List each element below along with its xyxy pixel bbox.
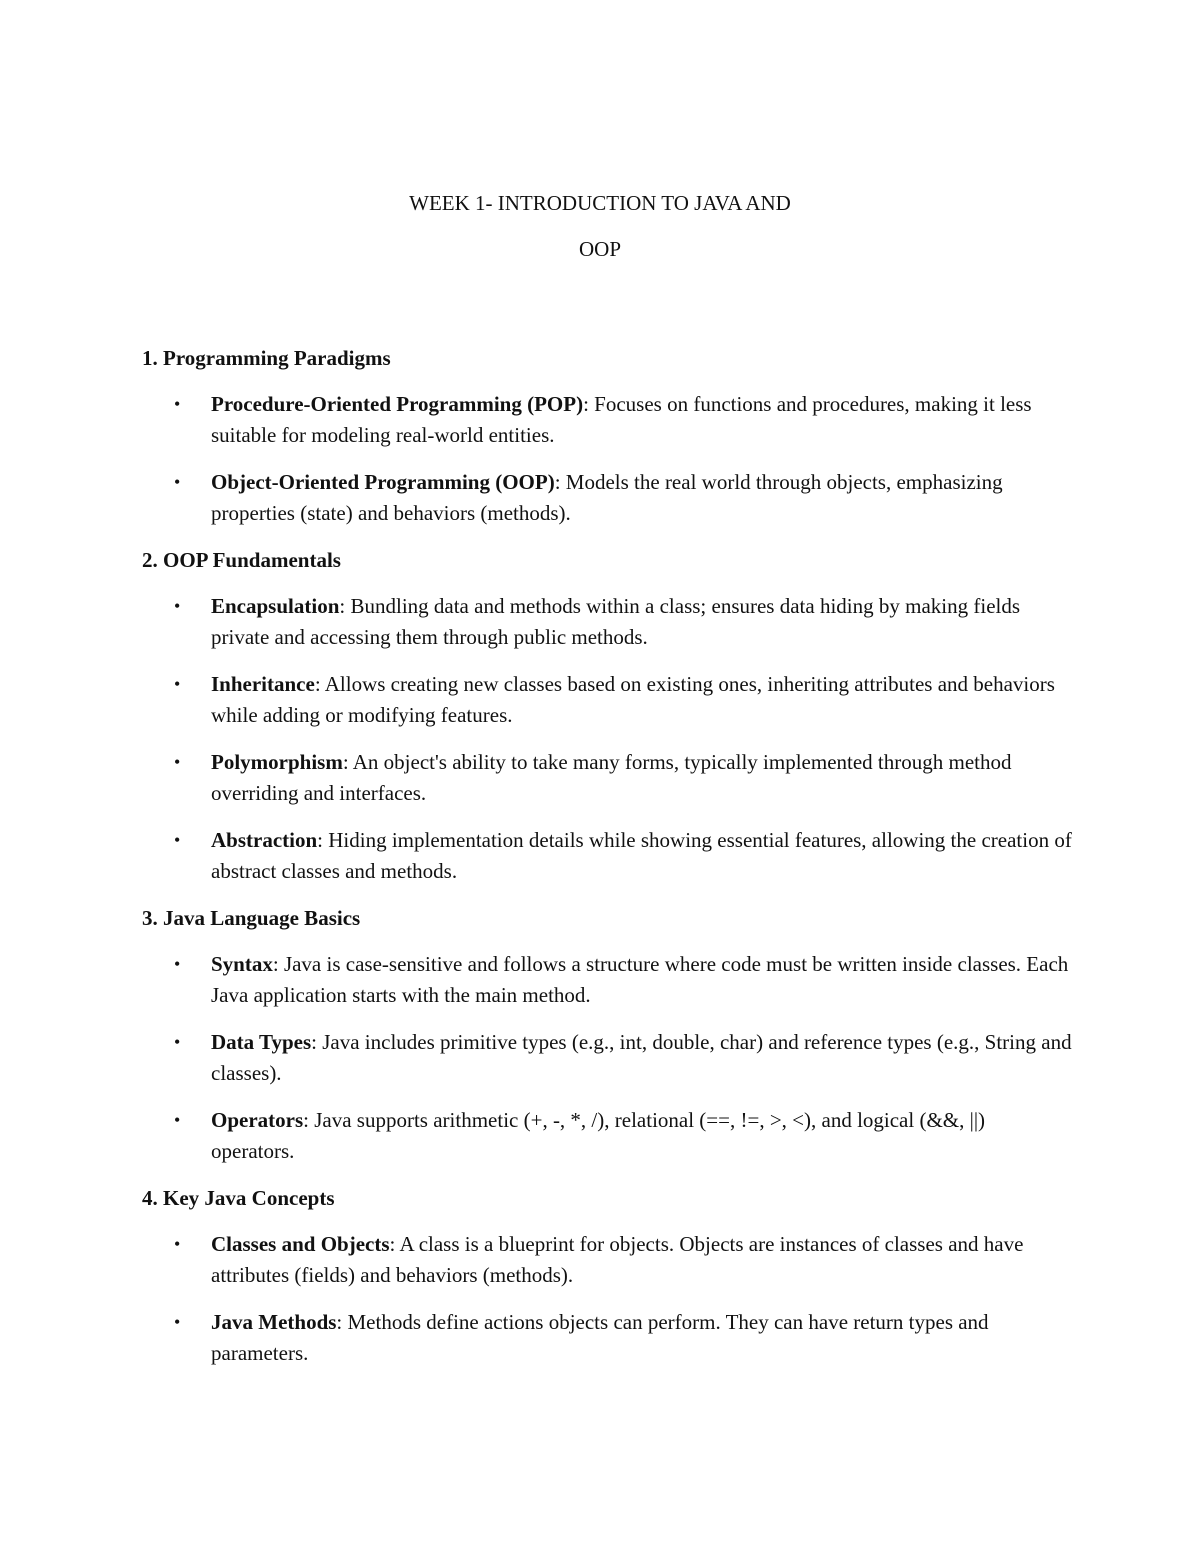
title-line-2: OOP [578, 237, 621, 261]
term: Object-Oriented Programming (OOP) [211, 470, 555, 494]
term: Data Types [211, 1030, 312, 1054]
bullet-icon: • [174, 830, 181, 850]
bullet-list [142, 1229, 1072, 1369]
bullet-icon: • [174, 596, 181, 616]
term: Java Methods [211, 1310, 337, 1334]
section-heading: 2. OOP Fundamentals [142, 548, 341, 572]
description: : Java is case-sensitive and follows a structure where code must be written inside classes. Each Java application starts with the main method. [211, 952, 1069, 1007]
bullet-icon: • [174, 1032, 181, 1052]
term: Syntax [211, 952, 273, 976]
bullet-icon: • [174, 752, 181, 772]
section-heading: 3. Java Language Basics [142, 906, 361, 930]
title-line-1: WEEK 1- INTRODUCTION TO JAVA AND [409, 191, 791, 215]
term: Procedure-Oriented Programming (POP) [211, 392, 584, 416]
bullet-icon: • [174, 1110, 181, 1130]
bullet-list [142, 949, 1072, 1167]
list-item [142, 389, 1072, 451]
term: Inheritance [211, 672, 315, 696]
section-heading: 1. Programming Paradigms [142, 346, 391, 370]
list-item [142, 1229, 1072, 1291]
section-java-language-basics [142, 903, 1072, 1167]
list-item [142, 1105, 1072, 1167]
bullet-list [142, 591, 1072, 887]
bullet-icon: • [174, 1312, 181, 1332]
section-oop-fundamentals [142, 545, 1072, 887]
section-programming-paradigms [142, 343, 1072, 529]
list-item [142, 949, 1072, 1011]
term: Polymorphism [211, 750, 343, 774]
description: : Models the real world through objects, emphasizing properties (state) and behaviors (methods). [211, 470, 1003, 525]
list-item [142, 591, 1072, 653]
bullet-icon: • [174, 472, 181, 492]
term: Encapsulation [211, 594, 340, 618]
bullet-list [142, 389, 1072, 529]
description: : A class is a blueprint for objects. Objects are instances of classes and have attributes (fields) and behaviors (methods). [211, 1232, 1024, 1287]
term: Classes and Objects [211, 1232, 390, 1256]
description: : Java includes primitive types (e.g., int, double, char) and reference types (e.g., String and classes). [211, 1030, 1072, 1085]
list-item [142, 669, 1072, 731]
list-item [142, 1307, 1072, 1369]
list-item [142, 825, 1072, 887]
bullet-icon: • [174, 1234, 181, 1254]
description: : Focuses on functions and procedures, making it less suitable for modeling real-world entities. [211, 392, 1032, 447]
document-title [0, 188, 1200, 264]
description: : Java supports arithmetic (+, -, *, /), relational (==, !=, >, <), and logical (&&, ||) operators. [211, 1108, 986, 1163]
description: : Allows creating new classes based on existing ones, inheriting attributes and behaviors while adding or modifying features. [211, 672, 1055, 727]
description: : Hiding implementation details while showing essential features, allowing the creation of abstract classes and methods. [211, 828, 1072, 883]
bullet-icon: • [174, 394, 181, 414]
document-body [142, 343, 1072, 1385]
bullet-icon: • [174, 954, 181, 974]
description: : An object's ability to take many forms, typically implemented through method overriding and interfaces. [211, 750, 1012, 805]
bullet-icon: • [174, 674, 181, 694]
list-item [142, 1027, 1072, 1089]
description: : Methods define actions objects can perform. They can have return types and parameters. [211, 1310, 989, 1365]
list-item [142, 747, 1072, 809]
section-heading: 4. Key Java Concepts [142, 1186, 335, 1210]
section-key-java-concepts [142, 1183, 1072, 1369]
term: Operators [211, 1108, 304, 1132]
list-item [142, 467, 1072, 529]
description: : Bundling data and methods within a class; ensures data hiding by making fields private and accessing them through public methods. [211, 594, 1021, 649]
term: Abstraction [211, 828, 318, 852]
